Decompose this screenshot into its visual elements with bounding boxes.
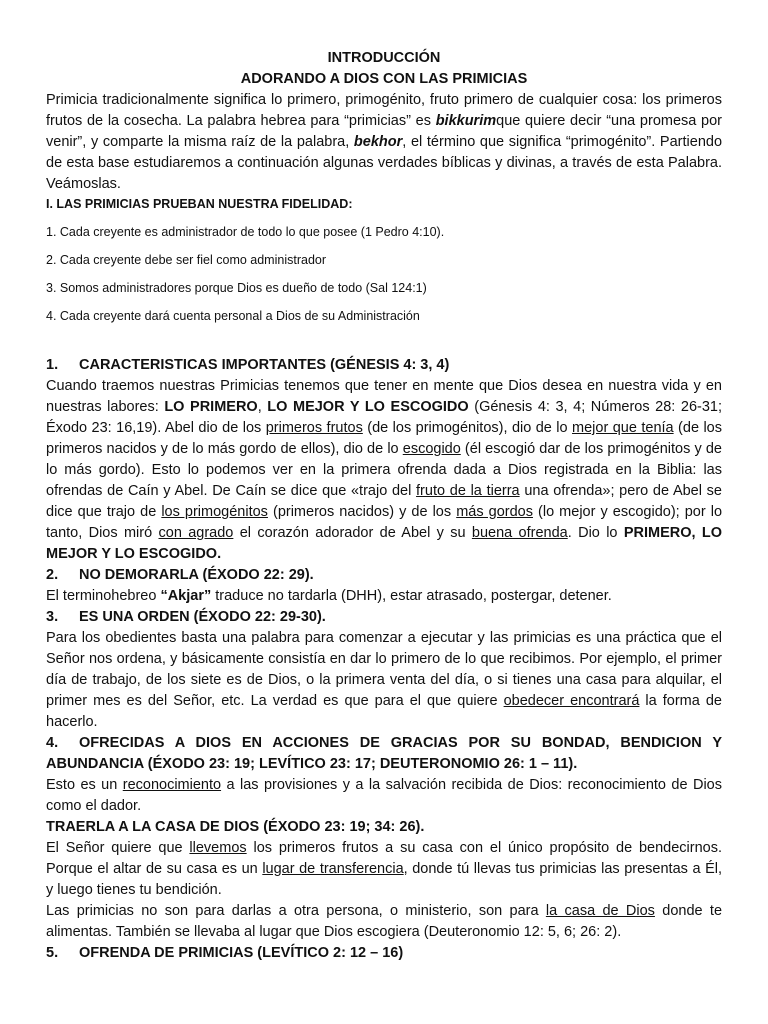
text-run: (él escogió dar de los primogénitos y de lo más gordo). Esto lo podemos ver en la primera ofrenda dada a Dios registrada en la Biblia: las ofrendas de Caín y Abel. De Caín se dice que «trajo del: [46, 441, 723, 499]
underlined-run: buena ofrenda: [471, 525, 568, 541]
heading-ofrecidas: [46, 733, 722, 775]
heading-text: OFRENDA DE PRIMICIAS (LEVÍTICO 2: 12 – 16): [79, 945, 404, 961]
text-run: ,: [257, 399, 268, 415]
heading-traerla: TRAERLA A LA CASA DE DIOS (ÉXODO 23: 19; 34: 26).: [46, 819, 425, 835]
text-run: Esto es un: [46, 777, 123, 793]
heading-text: NO DEMORARLA (ÉXODO 22: 29).: [79, 567, 314, 583]
heading-caracteristicas: [46, 355, 722, 376]
intro-text-2: que quiere decir “una promesa por venir”, y comparte la misma raíz de la palabra,: [46, 113, 723, 150]
bold-run: “Akjar”: [160, 588, 212, 604]
document-title: INTRODUCCIÓN: [327, 50, 441, 66]
heading-ofrenda-primicias: [46, 943, 722, 964]
text-run: los primeros frutos a su casa con el único propósito de bendecirnos. Porque el altar de su casa es un: [46, 840, 722, 877]
text-run: traduce no tardarla (DHH), estar atrasado, postergar, detener.: [211, 588, 612, 604]
list-item: 3. Somos administradores porque Dios es dueño de todo (Sal 124:1): [46, 281, 427, 295]
heading-number: 5.: [46, 945, 59, 961]
text-run: Cuando traemos nuestras Primicias tenemos que tener en mente que Dios desea en nuestra vida y en nuestras labores:: [46, 378, 722, 415]
paragraph-no-demorarla: [46, 586, 722, 607]
underlined-run: obedecer encontrará: [503, 693, 640, 709]
underlined-run: escogido: [402, 441, 461, 457]
text-run: a las provisiones y a la salvación recibida de Dios: reconocimiento de Dios como el dador.: [46, 777, 722, 814]
paragraph-casa-de-dios: [46, 901, 722, 943]
bold-run: LO PRIMERO: [164, 399, 258, 415]
heading-es-una-orden: [46, 607, 722, 628]
paragraph-ofrecidas: [46, 775, 722, 817]
list-item: 1. Cada creyente es administrador de todo lo que posee (1 Pedro 4:10).: [46, 225, 445, 239]
underlined-run: más gordos: [456, 504, 533, 520]
heading-no-demorarla: [46, 565, 722, 586]
hebrew-word-bekhor: bekhor: [353, 134, 403, 150]
paragraph-traerla: [46, 838, 722, 901]
heading-text: ES UNA ORDEN (ÉXODO 22: 29-30).: [79, 609, 326, 625]
underlined-run: la casa de Dios: [545, 903, 655, 919]
text-run: . Dio lo: [567, 525, 624, 541]
list-item: 2. Cada creyente debe ser fiel como administrador: [46, 253, 327, 267]
heading-text: OFRECIDAS A DIOS EN ACCIONES DE GRACIAS POR SU BONDAD, BENDICION Y ABUNDANCIA (ÉXODO 23: 19; LEVÍTICO 23: 17; DEUTERONOMIO 26: 1 – 11).: [46, 735, 722, 772]
hebrew-word-bikkurim: bikkurim: [435, 113, 497, 129]
heading-text: CARACTERISTICAS IMPORTANTES (GÉNESIS 4: 3, 4): [79, 357, 450, 373]
intro-paragraph: [46, 90, 722, 195]
underlined-run: los primogénitos: [161, 504, 268, 520]
paragraph-caracteristicas: [46, 376, 722, 565]
text-run: Para los obedientes basta una palabra para comenzar a ejecutar y las primicias es una práctica que el Señor nos ordena, y básicamente consistía en dar lo primero de lo que recibimos. Por ejemplo, el primer día de trabajo, de los siete es de Dios, o la primera venta del día, o si tienes una casa para alquilar, el primer mes es del Señor, etc. La verdad es que para el que quiere: [46, 630, 722, 709]
underlined-run: fruto de la tierra: [416, 483, 520, 499]
text-run: El Señor quiere que: [46, 840, 190, 856]
intro-text-3: , el término que significa “primogénito”. Partiendo de esta base estudiaremos a continuación algunas verdades bíblicas y divinas, a través de esta Palabra. Veámoslas.: [46, 134, 723, 192]
text-run: , donde tú llevas tus primicias las presentas a Él, y luego tienes tu bendición.: [46, 861, 723, 898]
underlined-run: reconocimiento: [122, 777, 222, 793]
text-run: donde te alimentas. También se llevaba al lugar que Dios escogiera (Deuteronomio 12: 5, 6; 26: 2).: [46, 903, 723, 940]
text-run: (de los primogénitos), dio de lo: [362, 420, 573, 436]
spacer: [46, 335, 722, 355]
text-run: (Génesis 4: 3, 4; Números 28: 26-31; Éxodo 23: 16,19). Abel dio de los: [46, 399, 723, 436]
underlined-run: llevemos: [189, 840, 247, 856]
list-item: 4. Cada creyente dará cuenta personal a Dios de su Administración: [46, 309, 420, 323]
underlined-run: primeros frutos: [265, 420, 363, 436]
text-run: la forma de hacerlo.: [46, 693, 722, 730]
intro-text-1: Primicia tradicionalmente significa lo primero, primogénito, fruto primero de cualquier cosa: los primeros frutos de la cosecha. La palabra hebrea para “primicias” es: [46, 92, 722, 129]
text-run: (lo mejor y escogido); por lo tanto, Dios miró: [46, 504, 723, 541]
text-run: (de los primeros nacidos y de lo más gordo de ellos), dio de lo: [46, 420, 722, 457]
document-subtitle: ADORANDO A DIOS CON LAS PRIMICIAS: [240, 71, 528, 87]
text-run: una ofrenda»; pero de Abel se dice que trajo de: [46, 483, 722, 520]
heading-number: 1.: [46, 357, 59, 373]
heading-number: 3.: [46, 609, 59, 625]
underlined-run: con agrado: [158, 525, 234, 541]
bold-run: LO MEJOR Y LO ESCOGIDO: [267, 399, 469, 415]
text-run: El terminohebreo: [46, 588, 161, 604]
underlined-run: mejor que tenía: [572, 420, 674, 436]
bold-run: PRIMERO, LO MEJOR Y LO ESCOGIDO.: [46, 525, 722, 562]
section-heading-fidelidad: I. LAS PRIMICIAS PRUEBAN NUESTRA FIDELIDAD:: [46, 197, 353, 211]
paragraph-es-una-orden: [46, 628, 722, 733]
text-run: el corazón adorador de Abel y su: [233, 525, 472, 541]
heading-number: 4.: [46, 735, 59, 751]
text-run: (primeros nacidos) y de los: [267, 504, 457, 520]
text-run: Las primicias no son para darlas a otra persona, o ministerio, son para: [46, 903, 546, 919]
underlined-run: lugar de transferencia: [262, 861, 404, 877]
heading-number: 2.: [46, 567, 59, 583]
